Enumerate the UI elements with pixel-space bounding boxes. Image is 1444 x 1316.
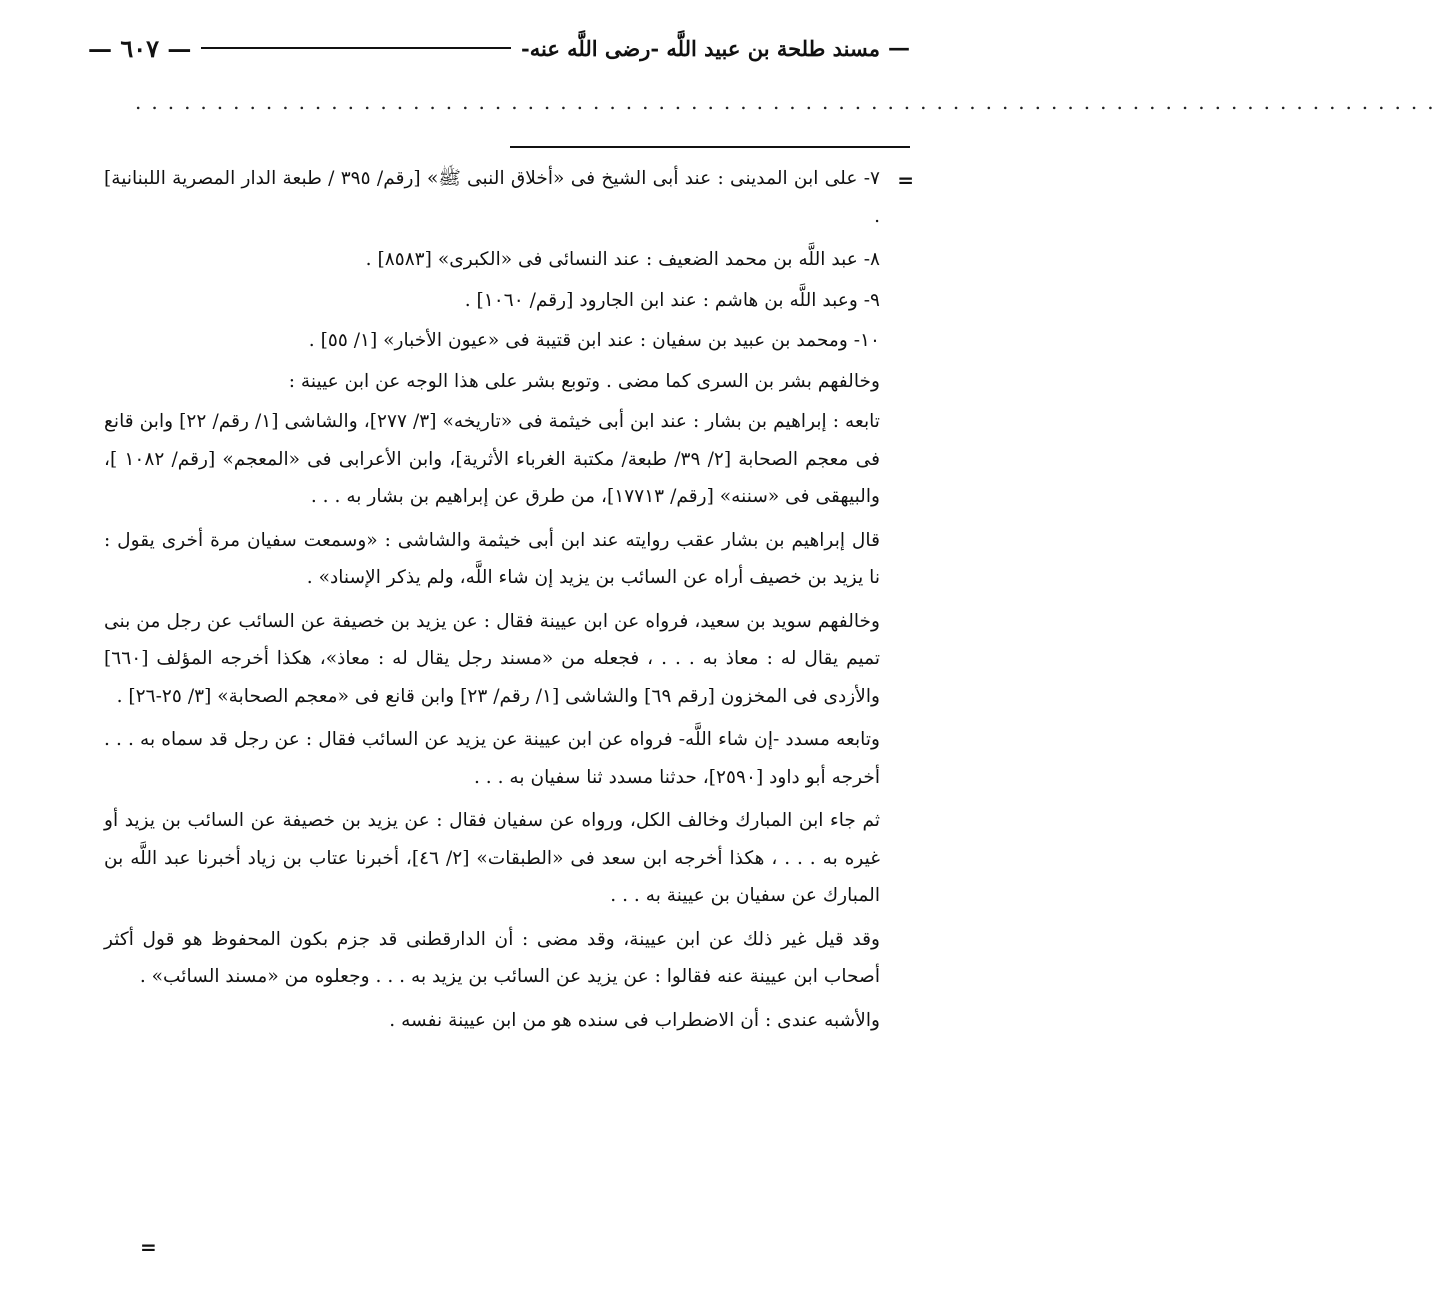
paragraph-3: ٩- وعبد اللَّه بن هاشم : عند ابن الجارود [رقم/ ١٠٦٠] . bbox=[464, 289, 880, 311]
paragraph-11: وقد قيل غير ذلك عن ابن عيينة، وقد مضى : أن الدارقطنى قد جزم بكون المحفوظ هو قول أكثر أصحاب ابن عيينة عنه فقالوا : عن يزيد عن السائب بن يزيد به . . . وجعلوه من «مسند السائب» . bbox=[104, 928, 880, 987]
continuation-mark: = bbox=[897, 168, 914, 192]
running-title: مسند طلحة بن عبيد اللَّه -رضى اللَّه عنه- bbox=[521, 35, 880, 61]
page-number: — ٦٠٧ — bbox=[88, 33, 192, 63]
paragraph-9: وتابعه مسدد -إن شاء اللَّه- فرواه عن ابن عيينة عن يزيد عن السائب فقال : عن رجل قد سماه به . . . أخرجه أبو داود [٢٥٩٠]، حدثنا مسدد ثنا سفيان به . . . bbox=[104, 729, 880, 788]
paragraph-6: تابعه : إبراهيم بن بشار : عند ابن أبى خيثمة فى «تاريخه» [٣/ ٢٧٧]، والشاشى [١/ رقم/ ٢٢] وابن قانع فى معجم الصحابة [٢/ ٣٩/ طبعة/ مكتبة الغرباء الأثرية]، وابن الأعرابى فى «المعجم» [رقم/ ١٠٨٢ ]، والبيهقى فى «سننه» [رقم/ ١٧٧١٣]، من طرق عن إبراهيم بن بشار به . . . bbox=[104, 411, 880, 507]
paragraph-12: والأشبه عندى : أن الاضطراب فى سنده هو من ابن عيينة نفسه . bbox=[389, 1009, 880, 1031]
footnote-body bbox=[104, 160, 880, 1045]
paragraph-2: ٨- عبد اللَّه بن محمد الضعيف : عند النسائى فى «الكبرى» [٨٥٨٣] . bbox=[365, 249, 880, 270]
header-rule bbox=[201, 47, 511, 49]
header-lead-dash: — bbox=[888, 35, 910, 61]
paragraph-5: وخالفهم بشر بن السرى كما مضى . وتوبع بشر على هذا الوجه عن ابن عيينة : bbox=[288, 370, 880, 392]
paragraph-7: قال إبراهيم بن بشار عقب روايته عند ابن أبى خيثمة والشاشى : «وسمعت سفيان مرة أخرى يقول : نا يزيد بن خصيف أراه عن السائب بن يزيد إن شاء اللَّه، ولم يذكر الإسناد» . bbox=[104, 529, 880, 588]
paragraph-10: ثم جاء ابن المبارك وخالف الكل، ورواه عن سفيان فقال : عن يزيد بن خصيفة عن السائب بن يزيد أو غيره به . . . ، هكذا أخرجه ابن سعد فى «الطبقات» [٢/ ٤٦]، أخبرنا عتاب بن زياد أخبرنا عبد اللَّه بن المبارك عن سفيان بن عيينة به . . . bbox=[104, 810, 880, 906]
paragraph-1: ٧- على ابن المدينى : عند أبى الشيخ فى «أخلاق النبى ﷺ» [رقم/ ٣٩٥ / طبعة الدار المصرية اللبنانية] . bbox=[104, 168, 880, 227]
page-header bbox=[88, 28, 910, 68]
end-continuation-mark: = bbox=[140, 1235, 157, 1259]
omission-dots: ................................................................................ bbox=[135, 90, 1444, 114]
paragraph-4: ١٠- ومحمد بن عبيد بن سفيان : عند ابن قتيبة فى «عيون الأخبار» [١/ ٥٥] . bbox=[308, 330, 880, 351]
footnote-separator bbox=[510, 146, 910, 148]
paragraph-8: وخالفهم سويد بن سعيد، فرواه عن ابن عيينة فقال : عن يزيد بن خصيفة عن السائب عن رجل من بنى تميم يقال له : معاذ به . . . ، فجعله من «مسند رجل يقال له : معاذ»، هكذا أخرجه المؤلف [٦٦٠] والأزدى فى المخزون [رقم ٦٩] والشاشى [١/ رقم/ ٢٣] وابن قانع فى «معجم الصحابة» [٣/ ٢٥-٢٦] . bbox=[104, 610, 880, 707]
